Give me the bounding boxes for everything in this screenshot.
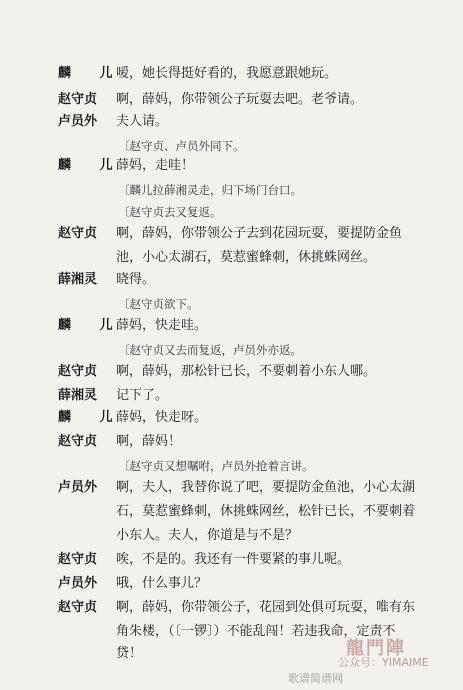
- direction-text: 〔赵守贞又想嘱咐，卢员外抢着言讲。: [118, 459, 314, 473]
- speaker-name: 薛湘灵: [58, 272, 98, 287]
- line-text: 哦，什么事儿？: [116, 576, 208, 591]
- direction-text: 〔赵守贞去又复返。: [118, 205, 222, 219]
- speaker-name: 卢员外: [58, 576, 98, 591]
- line-text: 晓得。: [116, 272, 156, 287]
- watermark-footer: 歌谱简谱网: [288, 672, 343, 685]
- line-text: 啊，薛妈，你带领公子去到花园玩耍，要提防金鱼: [116, 226, 403, 241]
- speaker-name: 薛湘灵: [58, 388, 98, 403]
- speaker-name: 麟 儿: [58, 410, 125, 425]
- line-text: 小东人。夫人，你道是与不是？: [116, 528, 299, 543]
- watermark-account: 公众号：YIMAIME: [338, 656, 429, 669]
- speaker-name: 卢员外: [58, 480, 98, 495]
- speaker-name: 麟 儿: [58, 318, 125, 333]
- direction-text: 〔赵守贞欲下。: [118, 297, 199, 311]
- line-text: 贷！: [116, 646, 143, 661]
- line-text: 薛妈，快走呀。: [116, 410, 208, 425]
- speaker-name: 赵守贞: [58, 226, 98, 241]
- line-text: 记下了。: [116, 388, 169, 403]
- line-text: 薛妈，快走哇。: [116, 318, 208, 333]
- line-text: 唉，不是的。我还有一件要紧的事儿呢。: [116, 552, 351, 567]
- speaker-name: 赵守贞: [58, 600, 98, 615]
- line-text: 薛妈，走哇！: [116, 158, 195, 173]
- direction-text: 〔赵守贞、卢员外同下。: [118, 139, 245, 153]
- speaker-name: 赵守贞: [58, 364, 98, 379]
- speaker-name: 麟 儿: [58, 66, 125, 81]
- direction-text: 〔麟儿拉薛湘灵走，归下场门台口。: [118, 183, 302, 197]
- watermark-logo: 龍門陣: [346, 638, 406, 659]
- speaker-name: 赵守贞: [58, 434, 98, 449]
- line-text: 石，莫惹蜜蜂刺，休挑蛛网丝，松针已长，不要刺着: [116, 504, 416, 519]
- line-text: 夫人请。: [116, 114, 169, 129]
- speaker-name: 赵守贞: [58, 552, 98, 567]
- line-text: 啊，薛妈，你带领公子玩耍去吧。老爷请。: [116, 92, 364, 107]
- direction-text: 〔赵守贞又去而复返，卢员外亦返。: [118, 343, 302, 357]
- speaker-name: 卢员外: [58, 114, 98, 129]
- line-text: 啊，薛妈，那松针已长，不要刺着小东人哪。: [116, 364, 377, 379]
- line-text: 池，小心太湖石，莫惹蜜蜂刺，休挑蛛网丝。: [116, 250, 377, 265]
- line-text: 啊，夫人，我替你说了吧，要提防金鱼池，小心太湖: [116, 480, 416, 495]
- line-text: 嗳，她长得挺好看的，我愿意跟她玩。: [116, 66, 338, 81]
- line-text: 啊，薛妈，你带领公子，花园到处俱可玩耍，唯有东: [116, 600, 416, 615]
- speaker-name: 麟 儿: [58, 158, 125, 173]
- line-text: 啊，薛妈！: [116, 434, 182, 449]
- speaker-name: 赵守贞: [58, 92, 98, 107]
- line-text: 角朱楼，（〔一锣〕）不能乱闯！若违我命，定责不: [116, 624, 396, 639]
